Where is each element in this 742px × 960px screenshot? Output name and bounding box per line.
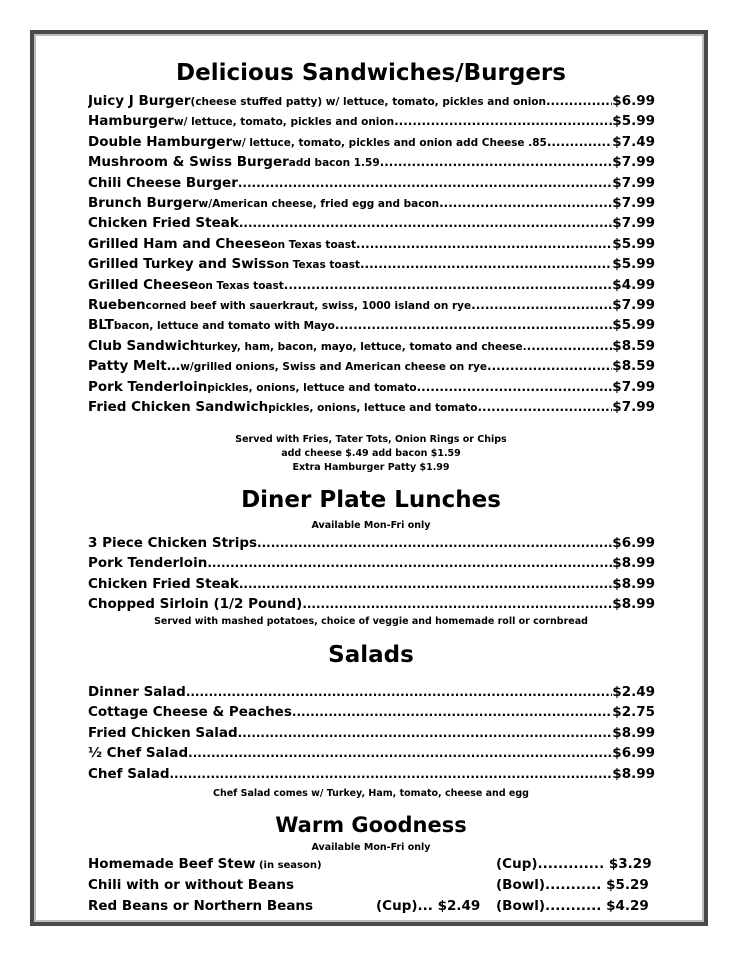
menu-item-price: $5.99 [612,317,655,334]
menu-item-price: $8.59 [612,337,655,354]
menu-item-name: ½ Chef Salad [88,745,189,762]
menu-item-description: add bacon 1.59 [288,157,380,170]
menu-item-name: Juicy J Burger [88,93,191,109]
menu-item-name: Chicken Fried Steak [88,215,239,232]
menu-item-description: on Texas toast [198,279,284,292]
dot-leader [169,767,612,781]
menu-item-row [88,277,655,295]
section-title-plates: Diner Plate Lunches [241,487,501,513]
plates-subtitle: Available Mon-Fri only [311,520,431,531]
menu-item-name: Double Hamburger [88,133,233,150]
menu-item-row [88,745,655,763]
warm-row-2-right: (Bowl)........... $5.29 [496,877,649,893]
dot-leader [527,339,613,353]
salads-note: Chef Salad comes w/ Turkey, Ham, tomato, cheese and egg [213,788,529,799]
menu-item-name: Grilled Cheese [88,276,199,293]
sandwich-note-2: add cheese $.49 add bacon $1.59 [281,448,461,459]
dot-leader [186,685,612,699]
menu-item-price: $8.99 [612,575,655,592]
menu-item-description: (cheese stuffed patty) w/ lettuce, tomato, pickles and onion [190,96,546,108]
menu-item-name: Dinner Salad [88,684,186,700]
dot-leader [239,577,612,591]
dot-leader [356,237,612,251]
menu-item-price: $7.99 [612,174,655,191]
menu-item-price: $7.49 [612,133,655,150]
dot-leader [188,746,612,760]
menu-item-description: bacon, lettuce and tomato with Mayo [113,320,335,333]
menu-item-row [88,93,655,111]
menu-item-description: w/American cheese, fried egg and bacon [198,198,440,210]
warm-row-2-name: Chili with or without Beans [88,877,295,893]
menu-item-price: $2.75 [612,704,655,721]
dot-leader [380,155,613,169]
menu-item-description: turkey, ham, bacon, mayo, lettuce, tomato and cheese. [199,340,527,353]
dot-leader [257,536,612,550]
menu-item-row [88,704,655,722]
dot-leader [239,216,612,230]
menu-item-name: Mushroom & Swiss Burger [88,154,289,171]
dot-leader [487,359,612,373]
dot-leader [238,726,613,740]
menu-item-description: on Texas toast [270,238,357,251]
menu-item-name: Chili Cheese Burger [88,174,238,191]
menu-item-row [88,555,655,573]
dot-leader [547,135,612,149]
menu-item-price: $7.99 [612,215,655,232]
menu-item-price: $2.49 [612,684,655,700]
warm-row-3-name: Red Beans or Northern Beans [88,898,314,914]
warm-row-3-right: (Bowl)........... $4.29 [496,898,649,914]
menu-item-price: $6.99 [612,93,655,109]
dot-leader [360,257,612,271]
menu-item-name: Fried Chicken Sandwich [88,399,269,415]
menu-item-price: $7.99 [612,378,655,395]
menu-item-price: $7.99 [612,297,655,313]
menu-item-row [88,195,655,213]
plates-note: Served with mashed potatoes, choice of veggie and homemade roll or cornbread [154,616,588,627]
menu-item-description: pickles, onions, lettuce and tomato [268,402,478,414]
dot-leader [394,114,612,128]
sandwich-note-1: Served with Fries, Tater Tots, Onion Rings or Chips [235,434,507,445]
dot-leader [284,278,613,292]
menu-item-name: 3 Piece Chicken Strips [88,535,258,551]
menu-item-row [88,358,655,376]
dot-leader [478,400,613,414]
menu-item-row [88,134,655,152]
menu-item-description: on Texas toast [274,259,360,272]
menu-item-description: corned beef with sauerkraut, swiss, 1000 island on rye [145,300,472,312]
section-title-warm: Warm Goodness [275,813,467,837]
dot-leader [439,196,612,210]
menu-item-row [88,175,655,193]
menu-item-row [88,535,655,553]
menu-item-price: $7.99 [612,154,655,171]
menu-item-description: w/ lettuce, tomato, pickles and onion add Cheese .85 [232,136,547,149]
warm-row-1-name: Homemade Beef Stew (in season) [88,856,322,872]
menu-item-price: $8.99 [612,765,655,782]
menu-item-price: $4.99 [612,276,655,293]
menu-item-name: Pork Tenderloin [88,555,208,572]
menu-item-price: $8.99 [612,724,655,741]
menu-item-price: $5.99 [612,256,655,273]
section-title-sandwiches: Delicious Sandwiches/Burgers [176,60,566,86]
menu-item-name: Chicken Fried Steak [88,575,239,592]
menu-item-description: w/grilled onions, Swiss and American cheese on rye [180,361,488,374]
menu-item-row [88,596,655,614]
menu-item-price: $6.99 [612,535,655,551]
menu-item-price: $5.99 [612,235,655,252]
dot-leader [207,556,612,570]
menu-item-name: BLT [88,317,114,334]
menu-item-row [88,215,655,233]
menu-item-name: Fried Chicken Salad [88,724,238,741]
menu-item-name: Hamburger [88,113,174,130]
menu-item-name: Pork Tenderloin [88,378,208,395]
menu-item-row [88,338,655,356]
menu-item-row [88,297,655,315]
dot-leader [292,705,612,719]
menu-item-description: w/ lettuce, tomato, pickles and onion [173,116,395,129]
menu-item-name: Grilled Ham and Cheese [88,235,271,252]
menu-item-price: $7.99 [612,399,655,415]
dot-leader [471,298,612,312]
sandwich-note-3: Extra Hamburger Patty $1.99 [292,462,450,473]
dot-leader [417,380,613,394]
menu-item-row [88,379,655,397]
menu-item-row [88,317,655,335]
menu-item-row [88,399,655,417]
menu-item-name: Brunch Burger [88,195,199,211]
menu-item-row [88,154,655,172]
dot-leader [546,94,612,108]
menu-item-name: Chopped Sirloin (1/2 Pound) [88,596,303,613]
menu-item-name: Grilled Turkey and Swiss [88,256,275,273]
menu-item-row [88,684,655,702]
warm-row-3-mid: (Cup)... $2.49 [376,898,481,914]
menu-item-name: Patty Melt… [88,358,181,375]
menu-item-price: $6.99 [612,745,655,762]
warm-row-1-right: (Cup)............. $3.29 [496,856,652,872]
dot-leader [238,176,612,190]
menu-item-row [88,576,655,594]
menu-item-description: pickles, onions, lettuce and tomato [207,381,417,394]
menu-item-price: $7.99 [612,195,655,211]
menu-item-name: Club Sandwich [88,337,200,354]
menu-item-row [88,236,655,254]
menu-item-price: $8.99 [612,596,655,613]
menu-item-price: $5.99 [612,113,655,130]
menu-item-price: $8.99 [612,555,655,572]
menu-item-row [88,256,655,274]
menu-item-row [88,725,655,743]
section-title-salads: Salads [328,642,414,668]
menu-item-name: Cottage Cheese & Peaches [88,704,292,721]
menu-item-name: Chef Salad [88,765,170,782]
menu-item-name: Rueben [88,297,146,313]
menu-item-price: $8.59 [612,358,655,375]
warm-subtitle: Available Mon-Fri only [311,842,431,853]
menu-item-row [88,766,655,784]
dot-leader [335,318,612,332]
menu-item-row [88,113,655,131]
dot-leader [302,597,612,611]
